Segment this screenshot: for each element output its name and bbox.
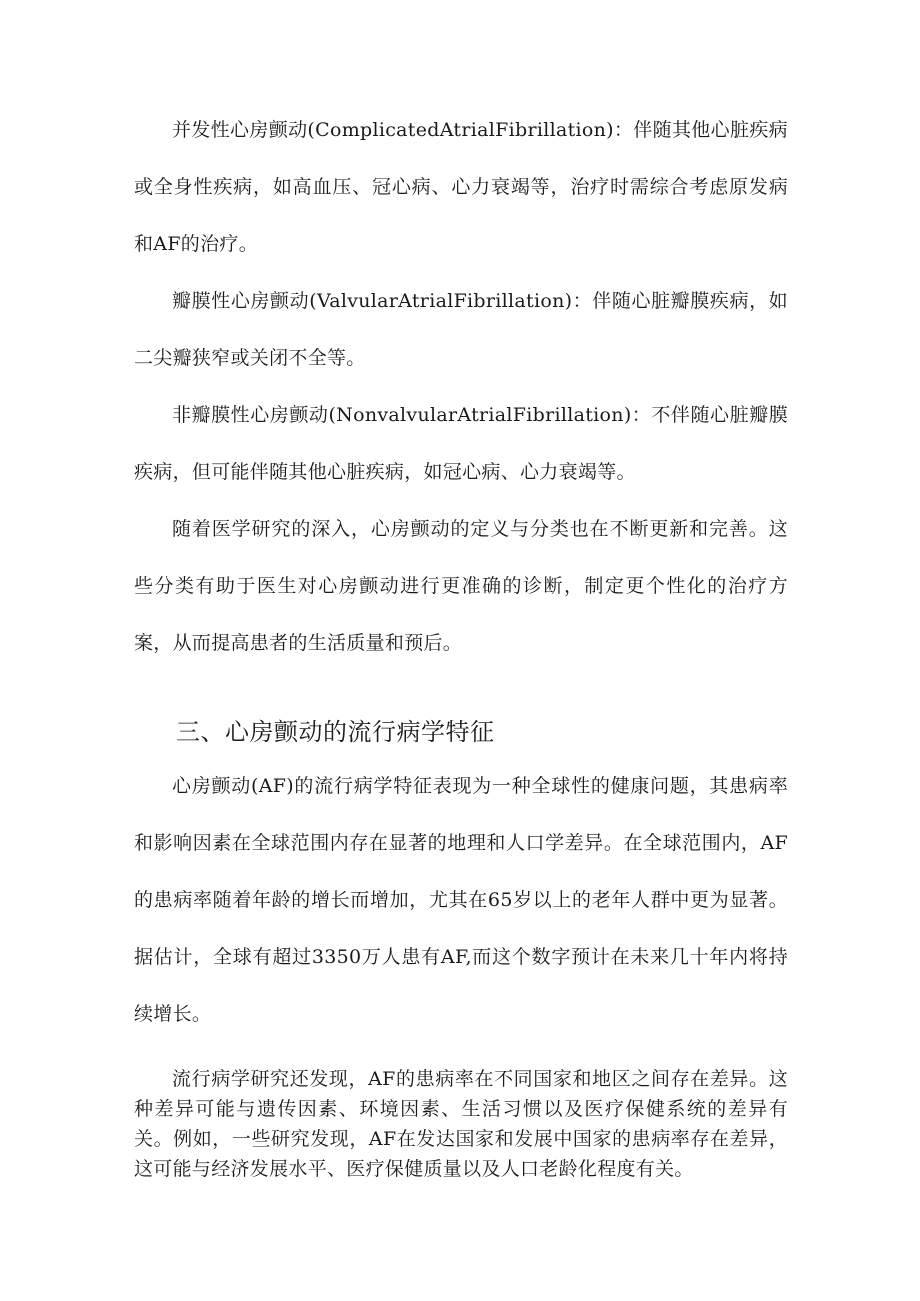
- paragraph-epidemiology-global: 心房颤动(AF)的流行病学特征表现为一种全球性的健康问题，其患病率和影响因素在全球范围内存在显著的地理和人口学差异。在全球范围内，AF的患病率随着年龄的增长而增加，尤其在65岁以上的老年人群中更为显著。据估计，全球有超过3350万人患有AF,而这个数字预计在未来几十年内将持续增长。: [134, 775, 788, 1025]
- paragraph-classification-summary: 随着医学研究的深入，心房颤动的定义与分类也在不断更新和完善。这些分类有助于医生对心房颤动进行更准确的诊断，制定更个性化的治疗方案，从而提高患者的生活质量和预后。: [134, 518, 788, 654]
- paragraph-epidemiology-regional: 流行病学研究还发现，AF的患病率在不同国家和地区之间存在差异。这种差异可能与遗传因素、环境因素、生活习惯以及医疗保健系统的差异有关。例如，一些研究发现，AF在发达国家和发展中国家的患病率存在差异，这可能与经济发展水平、医疗保健质量以及人口老龄化程度有关。: [134, 1068, 788, 1180]
- paragraph-valvular-af: 瓣膜性心房颤动(ValvularAtrialFibrillation)：伴随心脏瓣膜疾病，如二尖瓣狭窄或关闭不全等。: [134, 290, 788, 369]
- section-heading-epidemiology: 三、心房颤动的流行病学特征: [176, 718, 495, 746]
- paragraph-nonvalvular-af: 非瓣膜性心房颤动(NonvalvularAtrialFibrillation)：不伴随心脏瓣膜疾病，但可能伴随其他心脏疾病，如冠心病、心力衰竭等。: [134, 404, 788, 483]
- paragraph-complicated-af: 并发性心房颤动(ComplicatedAtrialFibrillation)：伴随其他心脏疾病或全身性疾病，如高血压、冠心病、心力衰竭等，治疗时需综合考虑原发病和AF的治疗。: [134, 119, 788, 255]
